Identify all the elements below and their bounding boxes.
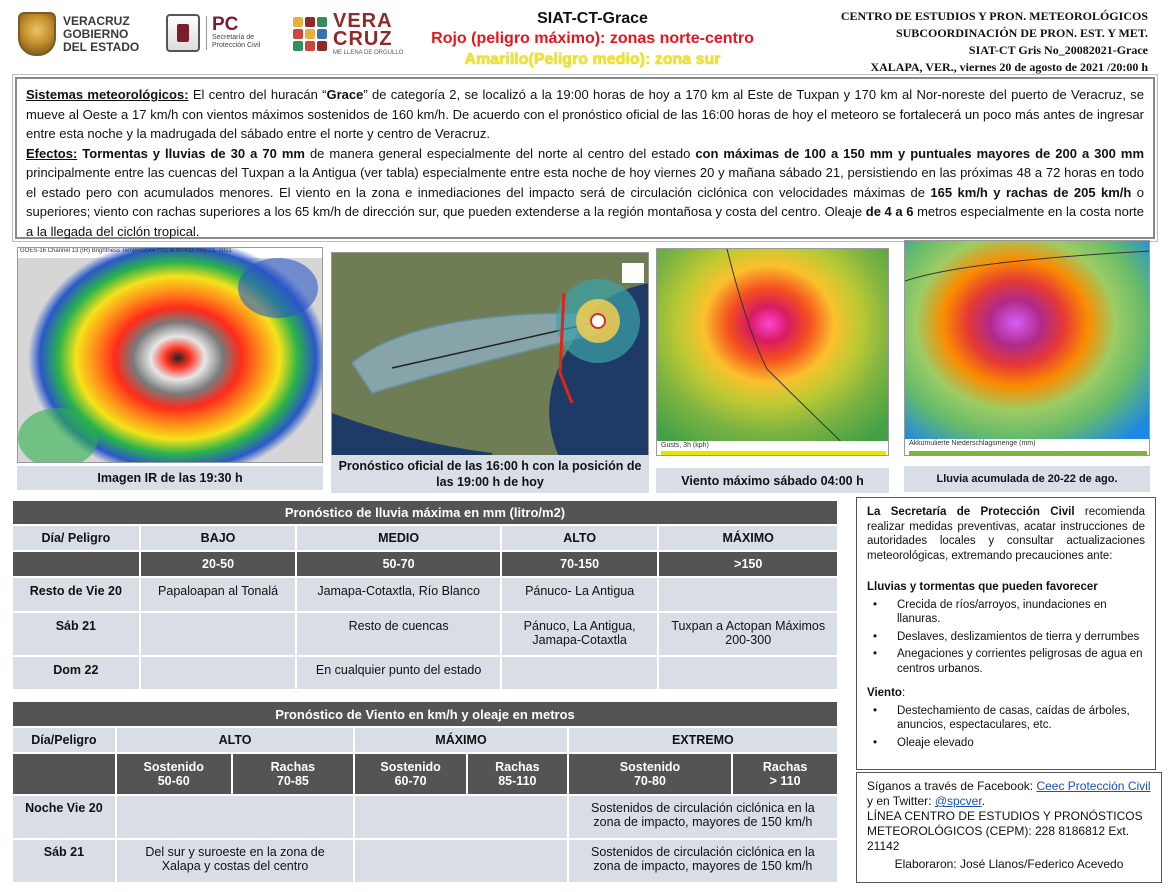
table-row [12, 612, 838, 656]
wind-table-title: Pronóstico de Viento en km/h y oleaje en metros [12, 701, 838, 727]
table-cell: Resto de cuencas [296, 612, 500, 656]
text: Síganos a través de Facebook: [867, 779, 1037, 793]
brand-tagline: ME LLENA DE ORGULLO [333, 50, 404, 56]
recommendations-box [856, 497, 1156, 770]
logo-line: DEL ESTADO [63, 39, 140, 54]
wind-risks-list [867, 704, 1145, 751]
wind-sub-top: Sostenido [143, 760, 204, 774]
wind-sub-bottom: 85-110 [498, 774, 537, 788]
yellow-alert-line: Amarillo(Peligro medio): zona sur [464, 51, 721, 68]
list-item: • Destechamiento de casas, caídas de árboles, anuncios, espectaculares, etc. [867, 704, 1145, 733]
table-cell: Jamapa-Cotaxtla, Río Blanco [296, 577, 500, 612]
logo-line: VERACRUZ [63, 13, 130, 28]
pattern-icon [293, 17, 327, 51]
table-row [12, 656, 838, 690]
table-cell: Sostenidos de circulación ciclónica en la zona de impacto, mayores de 150 km/h [568, 795, 838, 839]
list-item: • Deslaves, deslizamientos de tierra y derrumbes [867, 630, 1145, 645]
text: Viento [867, 687, 902, 699]
rain-range: >150 [658, 551, 838, 577]
wind-sub-top: Sostenido [619, 760, 681, 774]
bulletin-title: SIAT-CT-Grace [537, 10, 648, 27]
text: La Secretaría de Protección Civil [867, 506, 1075, 518]
wind-gusts-graphic [657, 249, 889, 456]
row-day: Sáb 21 [12, 612, 140, 656]
wind-col-header: ALTO [116, 727, 354, 753]
text: 165 km/h y rachas de 205 km/h [930, 184, 1132, 200]
issuer-line: SUBCOORDINACIÓN DE PRON. EST. Y MET. [895, 26, 1148, 40]
rain-col-header: Día/ Peligro [12, 525, 140, 551]
wind-sub-top: Sostenido [380, 760, 441, 774]
table-row [12, 577, 838, 612]
rain-caption: Lluvia acumulada de 20-22 de ago. [904, 466, 1150, 492]
table-row [12, 839, 838, 883]
coat-of-arms-icon [18, 12, 56, 56]
table-cell [354, 795, 568, 839]
wind-sub-top: Rachas [495, 760, 540, 774]
issuer-line: SIAT-CT Gris No_20082021-Grace [968, 43, 1148, 57]
brand-line: CRUZ [333, 28, 393, 50]
issue-date: XALAPA, VER., viernes 20 de agosto de 2021 /20:00 h [870, 60, 1148, 74]
systems-label: Sistemas meteorológicos: [26, 87, 189, 102]
text: principalmente entre las cuencas del Tuxpan a la Antigua (ver tabla) especialmente entre esta noche de hoy viernes 20 y mañana sábado 21, persistiendo en las próximas 48 a 72 horas en todo el estado pero con acumulados menores. El viento en la zona e inmediaciones del impacto será de circulación ciclónica con velocidades máximas de [26, 165, 1144, 200]
pc-subtitle: Protección Civil [212, 42, 261, 49]
summary-box [15, 77, 1155, 239]
wind-sub-bottom: 70-80 [633, 774, 666, 788]
wind-subheader [467, 753, 568, 795]
empty-cell [12, 753, 116, 795]
rain-range [12, 551, 140, 577]
rain-col-header: BAJO [140, 525, 297, 551]
wind-subheader [732, 753, 838, 795]
rain-range: 20-50 [140, 551, 297, 577]
wind-subheader [232, 753, 355, 795]
veracruz-gov-logo [18, 12, 139, 56]
rain-col-header: MEDIO [296, 525, 500, 551]
pc-subtitle: Secretaría de [212, 34, 255, 41]
wind-sub-top: Rachas [270, 760, 316, 774]
rain-col-header: ALTO [501, 525, 659, 551]
table-cell: Sostenidos de circulación ciclónica en la zona de impacto, mayores de 150 km/h [568, 839, 838, 883]
wind-col-header: Día/Peligro [12, 727, 116, 753]
wind-sub-bottom: 70-85 [276, 774, 309, 788]
row-day: Sáb 21 [12, 839, 116, 883]
table-cell [140, 656, 297, 690]
text: con máximas de 100 a 150 mm y puntuales mayores de 200 a 300 mm [695, 145, 1144, 161]
list-item: • Oleaje elevado [867, 736, 1145, 751]
twitter-link[interactable]: @spcver [934, 794, 982, 808]
table-cell: Papaloapan al Tonalá [140, 577, 297, 612]
list-item: • Anegaciones y corrientes peligrosas de agua en centros urbanos. [867, 647, 1145, 676]
rain-risks-list [867, 598, 1145, 677]
rain-range: 70-150 [501, 551, 659, 577]
text: Tormentas y lluvias de 30 a 70 mm [77, 145, 305, 161]
table-cell [354, 839, 568, 883]
effects-label: Efectos: [26, 145, 78, 161]
rain-col-header: MÁXIMO [658, 525, 838, 551]
ir-image-header: GOES-16 Channel 13 (IR) Brightness Temperature (°C) at 00:42Z Aug 21, 2021 [20, 248, 232, 254]
table-cell [501, 656, 659, 690]
veracruz-brand-logo [293, 12, 403, 56]
table-row [12, 795, 838, 839]
wind-risks-title: Viento: [867, 687, 906, 699]
bulletin-title-block [395, 10, 790, 70]
list-item: • Crecida de ríos/arroyos, inundaciones en llanuras. [867, 598, 1145, 627]
text: ” de categoría 2, se localizó a la 19:00 horas de hoy a 170 km al Este de Tuxpan y 170 km al Nor-noreste del puerto de Veracruz, se mueve al Oeste a 17 km/h con vientos máximos sostenidos de 160 km/h. De acuerdo con el pronóstico oficial de las 16:00 horas de hoy el meteoro se fortalecerá un poco más antes de ingresar entre esta noche y la madrugada del sábado entre el norte y centro de Veracruz. [26, 87, 1144, 141]
text: . [981, 794, 986, 808]
table-cell: Pánuco- La Antigua [501, 577, 659, 612]
contact-box [856, 772, 1162, 883]
ir-satellite-graphic [18, 248, 323, 463]
text: recomienda realizar medidas preventivas, acatar instrucciones de autoridades locales y consultar actualizaciones meteorológicas, extremando precauciones ante: [867, 506, 1145, 562]
systems-paragraph [26, 85, 1144, 144]
wind-sub-bottom: 60-70 [394, 774, 427, 788]
rain-risks-title: Lluvias y tormentas que pueden favorecer [867, 581, 1098, 593]
building-icon [166, 14, 200, 52]
ir-caption: Imagen IR de las 19:30 h [17, 466, 323, 490]
wind-legend: Gusts, 3h (kph) [661, 442, 709, 449]
brand-line: VERA [333, 10, 393, 32]
wind-sub-bottom: 50-60 [157, 774, 190, 788]
track-map-graphic [332, 253, 649, 462]
recommendations-intro [867, 505, 1145, 563]
row-day: Noche Vie 20 [12, 795, 116, 839]
accumulated-rain-image [904, 240, 1150, 456]
text: de manera general especialmente del norte al centro del estado [304, 145, 696, 161]
row-day: Resto de Vie 20 [12, 577, 140, 612]
text: de 4 a 6 [865, 204, 914, 219]
wind-col-header: EXTREMO [568, 727, 838, 753]
table-cell: Del sur y suroeste en la zona de Xalapa y costas del centro [116, 839, 354, 883]
table-cell [140, 612, 297, 656]
rain-table-title: Pronóstico de lluvia máxima en mm (litro/m2) [12, 500, 838, 525]
rain-range: 50-70 [296, 551, 500, 577]
proteccion-civil-logo [166, 14, 260, 52]
logo-line: GOBIERNO [63, 26, 129, 41]
wind-sub-bottom: > 110 [769, 774, 801, 788]
wind-caption: Viento máximo sábado 04:00 h [656, 468, 889, 493]
issuer-block [780, 8, 1148, 76]
text: El centro del huracán “ [188, 87, 327, 102]
phone-line: LÍNEA CENTRO DE ESTUDIOS Y PRONÓSTICOS METEOROLÓGICOS (CEPM): 228 8186812 Ext. 21142 [867, 809, 1143, 853]
track-caption: Pronóstico oficial de las 16:00 h con la posición de las 19:00 h de hoy [331, 455, 649, 493]
wind-forecast-table [11, 700, 839, 884]
track-map-image [331, 252, 649, 462]
red-alert-line: Rojo (peligro máximo): zonas norte-centro [431, 30, 754, 47]
wind-subheader [354, 753, 467, 795]
pc-title: PC [212, 14, 239, 35]
authors-line: Elaboraron: José Llanos/Federico Acevedo [894, 857, 1124, 871]
issuer-line: CENTRO DE ESTUDIOS Y PRON. METEOROLÓGICOS [840, 9, 1148, 23]
table-cell [116, 795, 354, 839]
table-cell [658, 656, 838, 690]
wind-sub-top: Rachas [762, 760, 808, 774]
table-cell [658, 577, 838, 612]
social-line [867, 779, 1151, 809]
text: metros especialmente en la costa norte a la llegada del ciclón tropical. [26, 204, 1144, 239]
wind-subheader [568, 753, 732, 795]
table-cell: Tuxpan a Actopan Máximos 200-300 [658, 612, 838, 656]
row-day: Dom 22 [12, 656, 140, 690]
table-cell: Pánuco, La Antigua, Jamapa-Cotaxtla [501, 612, 659, 656]
rain-forecast-table [11, 499, 839, 691]
hurricane-name: Grace [326, 87, 364, 102]
facebook-link[interactable]: Ceec Protección Civil [1036, 779, 1151, 793]
table-cell: En cualquier punto del estado [296, 656, 500, 690]
accumulated-rain-graphic [905, 241, 1150, 456]
text: y en Twitter: [867, 794, 935, 808]
text: o superiores; viento con rachas superiores a los 65 km/h de dirección sur, que pueden extenderse a la región montañosa y costa del centro. Oleaje [26, 184, 1144, 219]
wind-gusts-image [656, 248, 889, 456]
wind-subheader [116, 753, 232, 795]
rain-legend: Akkumulierte Niederschlagsmenge (mm) [909, 440, 1036, 447]
effects-paragraph [26, 144, 1144, 242]
wind-col-header: MÁXIMO [354, 727, 568, 753]
ir-satellite-image [17, 247, 323, 463]
